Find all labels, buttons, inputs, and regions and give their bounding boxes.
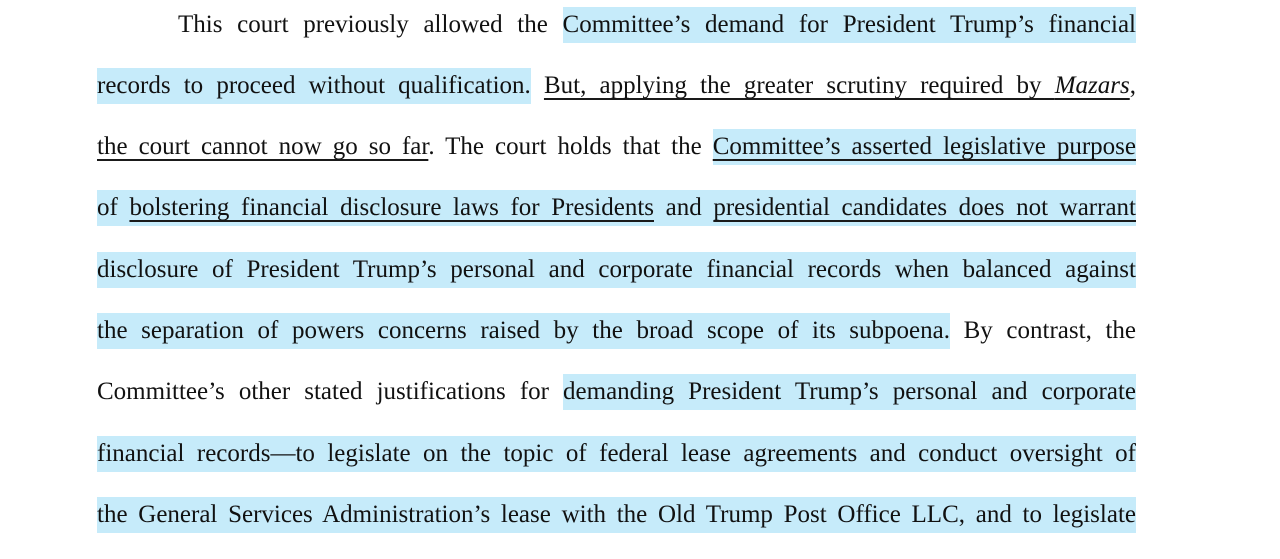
highlighted-segment: financial records—to legislate on the topic of federal lease agreements and conduct oversight of <box>97 436 1136 472</box>
highlighted-underlined-segment: presidential candidates does not warrant <box>713 190 1136 226</box>
text-line-7 <box>97 375 1136 409</box>
text-line-9 <box>97 498 1136 532</box>
text-line-4 <box>97 191 1136 225</box>
underlined-segment: Mazars <box>1054 72 1130 99</box>
highlighted-segment: Committee’s demand for President Trump’s financial <box>563 7 1136 43</box>
underlined-segment: the court cannot now go so far <box>97 133 429 160</box>
highlighted-segment: demanding President Trump’s personal and corporate <box>563 374 1136 410</box>
text-line-8 <box>97 437 1136 471</box>
text-line-2 <box>97 69 1136 103</box>
text-segment: By contrast, the <box>949 317 1136 344</box>
highlighted-segment: records to proceed without qualification. <box>97 68 531 104</box>
highlighted-segment: disclosure of President Trump’s personal and corporate financial records when balanced against <box>97 252 1136 288</box>
text-segment: . The court holds that the <box>428 133 713 160</box>
text-line-5 <box>97 253 1136 287</box>
highlighted-segment: of <box>97 190 129 226</box>
underlined-segment: But, applying the greater scrutiny required by <box>543 72 1055 99</box>
highlighted-segment: the separation of powers concerns raised by the broad scope of its subpoena. <box>97 313 950 349</box>
highlighted-underlined-segment: Committee’s asserted legislative purpose <box>713 129 1136 165</box>
text-line-3 <box>97 130 1136 164</box>
highlighted-underlined-segment: bolstering financial disclosure laws for Presidents <box>129 190 654 226</box>
text-segment: Committee’s other stated justifications for <box>97 378 564 405</box>
highlighted-segment: the General Services Administration’s lease with the Old Trump Post Office LLC, and to legislate <box>97 497 1136 533</box>
text-line-6 <box>97 314 1136 348</box>
text-segment: This court previously allowed the <box>178 11 563 38</box>
text-line-1 <box>178 8 1136 42</box>
highlighted-segment: and <box>654 190 713 226</box>
text-segment: , <box>1129 72 1136 99</box>
text-segment <box>531 72 544 99</box>
